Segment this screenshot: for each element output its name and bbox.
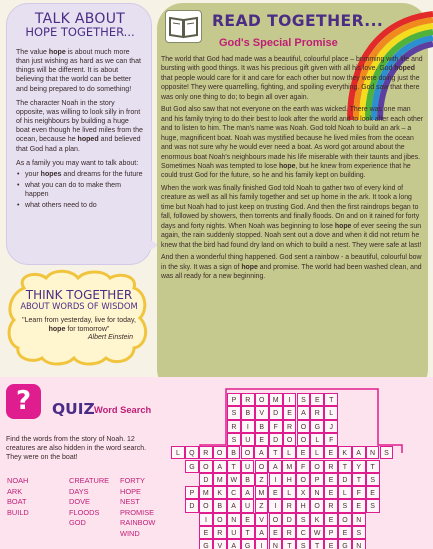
grid-cell[interactable]: I [241,420,255,433]
grid-cell[interactable]: O [296,473,310,486]
grid-cell[interactable]: N [352,513,366,526]
talk-list [16,170,144,210]
grid-cell[interactable]: I [199,513,213,526]
grid-cell[interactable]: X [296,486,310,499]
grid-cell[interactable]: B [255,420,269,433]
grid-cell[interactable]: E [310,393,324,406]
word: GOD [69,518,86,527]
grid-cell[interactable]: R [227,420,241,433]
text: The character Noah in the story opposite, was willing to look silly in front of his neighbours by building a huge boat even though he lived miles from the ocean, because he [16,99,143,144]
grid-cell[interactable]: E [199,526,213,539]
list-item [16,201,144,210]
open-book-icon [165,10,202,43]
grid-cell[interactable]: O [199,499,213,512]
question-mark-icon: ? [6,384,41,419]
list-item [16,181,144,199]
grid-cell[interactable]: E [338,526,352,539]
grid-cell[interactable]: N [352,539,366,549]
grid-cell[interactable]: D [282,513,296,526]
grid-cell[interactable]: E [324,513,338,526]
bold-word: hope [278,162,296,170]
grid-cell[interactable]: M [199,486,213,499]
grid-cell[interactable]: S [296,513,310,526]
grid-cell[interactable]: O [213,446,227,459]
word: ARK [7,486,23,496]
bold-word: hopes [40,170,62,178]
grid-cell[interactable]: U [241,460,255,473]
grid-cell[interactable]: L [310,433,324,446]
grid-cell[interactable]: A [213,460,227,473]
grid-cell[interactable]: I [269,473,283,486]
word-column [120,476,155,539]
grid-cell[interactable]: L [282,446,296,459]
grid-cell[interactable]: I [283,393,297,406]
grid-cell[interactable]: T [324,393,338,406]
grid-cell[interactable]: E [283,406,297,419]
grid-cell[interactable]: R [282,526,296,539]
grid-cell[interactable]: O [241,446,255,459]
grid-cell[interactable]: P [227,393,241,406]
grid-cell[interactable]: C [296,526,310,539]
grid-cell[interactable]: P [185,486,199,499]
grid-cell[interactable]: G [338,539,352,549]
talk-paragraph-1 [16,48,144,94]
grid-cell[interactable]: T [282,539,296,549]
grid-cell[interactable]: R [310,406,324,419]
word-search-grid [166,385,433,549]
text: what you can do to make them happen [25,181,121,199]
bold-word: hope [48,326,66,333]
grid-cell[interactable]: B [241,406,255,419]
text: of ever seeing the sun again, the rain suddenly stopped. Noah sent out a dove and when it did not return he knew that the bird had found dry land on which to build a nest. They were safe at last! [161,222,422,249]
grid-cell[interactable]: E [268,486,282,499]
grid-cell[interactable]: D [269,433,283,446]
quiz-instructions: Find the words from the story of Noah. 12 creatures are also hidden in the word search. They were on the boat! [6,436,147,461]
grid-cell[interactable]: F [296,460,310,473]
grid-cell[interactable]: P [310,473,324,486]
grid-cell[interactable]: E [296,446,310,459]
grid-cell[interactable]: N [269,539,283,549]
story-paragraph [161,184,423,250]
grid-cell[interactable]: Q [185,446,199,459]
word: PROMISE [120,507,155,517]
read-subtitle: God's Special Promise [219,37,338,49]
grid-cell[interactable]: H [296,499,310,512]
think-title: THINK TOGETHER [25,288,133,302]
quote-text: for tomorrow" [65,326,110,333]
grid-cell[interactable]: B [227,446,241,459]
grid-cell[interactable]: I [268,499,282,512]
grid-cell[interactable]: Z [255,473,269,486]
list-item [16,170,144,179]
grid-cell[interactable]: O [199,460,213,473]
text: The world that God had made was a beautiful, colourful place – brimming with life and bursting with good things. It was his precious gift given with all his love. God [161,56,423,73]
text: and dreams for the future [61,170,143,178]
grid-cell[interactable]: S [227,433,241,446]
grid-cell[interactable]: L [171,446,185,459]
grid-cell[interactable]: O [269,513,283,526]
grid-cell[interactable]: N [310,486,324,499]
bold-word: hope [241,263,258,271]
grid-cell[interactable]: S [366,499,380,512]
grid-cell[interactable]: P [324,526,338,539]
grid-cell[interactable]: E [324,539,338,549]
bold-word: hoped [394,65,415,73]
text: what others need to do [25,202,97,210]
grid-cell[interactable]: G [199,539,213,549]
grid-cell[interactable]: K [310,513,324,526]
grid-cell[interactable]: E [324,473,338,486]
talk-about-panel [6,3,152,265]
grid-cell[interactable]: D [338,473,352,486]
grid-cell[interactable]: T [227,460,241,473]
grid-cell[interactable]: E [366,486,380,499]
grid-cell[interactable]: E [324,486,338,499]
grid-cell[interactable]: S [297,393,311,406]
talk-paragraph-3: As a family you may want to talk about: [16,159,139,167]
grid-cell[interactable]: E [324,446,338,459]
grid-cell[interactable]: H [282,473,296,486]
grid-cell[interactable]: K [338,446,352,459]
quote-text: "Learn from yesterday, live for today, [22,317,136,324]
text: your [25,170,41,178]
bold-word: hope [334,222,352,230]
word: DOVE [69,497,90,506]
grid-cell[interactable]: A [227,499,241,512]
grid-cell[interactable]: R [199,446,213,459]
grid-cell[interactable]: E [269,526,283,539]
text: and believed that God had a plan. [16,136,141,153]
grid-cell[interactable]: J [324,420,338,433]
grid-cell[interactable]: R [324,499,338,512]
grid-cell[interactable]: L [310,446,324,459]
grid-cell[interactable]: R [283,420,297,433]
grid-cell[interactable]: S [352,526,366,539]
grid-cell[interactable]: V [213,539,227,549]
text: But God also saw that not everyone on the earth was wicked. There was one man and his family trying to do their best to look after the world and to look after each other and to listen to him. The man's name was Noah. God told Noah to build an ark – a huge, magnificent boat. Noah was mystified because he lived miles from the ocean and was not sure why he would ever need a boat. As word got around about the enormous boat Noah's neighbours made his life miserable with their taunts and jibes. Sometimes Noah was tempted to lose [161,106,423,170]
word: FLOODS [69,507,100,517]
grid-cell[interactable]: S [366,473,380,486]
word: DAYS [69,486,89,496]
grid-cell[interactable]: D [185,499,199,512]
grid-cell[interactable]: A [268,460,282,473]
grid-cell[interactable]: R [213,526,227,539]
grid-cell[interactable]: S [380,446,394,459]
story-body [161,55,423,284]
word-column [7,476,29,518]
text: and promise. The world had been washed clean, and was all ready for a new beginning. [161,263,422,280]
grid-cell[interactable]: N [227,513,241,526]
grid-cell[interactable]: A [227,539,241,549]
word: FORTY [120,476,145,485]
grid-cell[interactable]: W [227,473,241,486]
grid-cell[interactable]: A [254,446,268,459]
grid-cell[interactable]: O [310,499,324,512]
grid-cell[interactable]: G [241,539,255,549]
grid-cell[interactable]: O [310,460,324,473]
grid-cell[interactable]: L [282,486,296,499]
text: And then a wonderful thing happened. God sent a rainbow - a beautiful, colourful bow in the sky. It was a sign of [161,254,422,271]
think-quote [15,316,143,334]
grid-cell[interactable]: S [338,499,352,512]
text: The value [16,49,49,56]
grid-cell[interactable]: G [310,420,324,433]
grid-cell[interactable]: B [241,473,255,486]
word: BOAT [7,497,27,506]
grid-cell[interactable]: S [296,539,310,549]
grid-cell[interactable]: D [269,406,283,419]
read-title: READ TOGETHER... [212,12,384,30]
think-subtitle: ABOUT WORDS OF WISDOM [20,301,138,311]
word: HOPE [120,486,141,496]
grid-cell[interactable]: E [352,499,366,512]
word: CREATURE [69,476,110,485]
bold-word: hope [48,49,66,56]
grid-cell[interactable]: R [282,499,296,512]
think-content [15,289,143,341]
text: that people would care for it and care for each other but now they were doing just the opposite! They were quarrelling, fighting, and spoiling everything. God saw that there was only one thing to do; to begin all over again. [161,74,420,101]
grid-cell[interactable]: O [213,513,227,526]
grid-cell[interactable]: T [352,473,366,486]
grid-cell[interactable]: N [366,446,380,459]
grid-cell[interactable]: E [255,433,269,446]
grid-cell[interactable]: B [213,499,227,512]
grid-cell[interactable]: M [282,460,296,473]
story-paragraph [161,105,423,181]
quote-author: Albert Einstein [87,334,133,341]
grid-cell[interactable]: R [241,393,255,406]
talk-subtitle: HOPE TOGETHER... [25,25,135,39]
grid-cell[interactable]: L [324,406,338,419]
grid-cell[interactable]: E [241,513,255,526]
grid-cell[interactable]: U [241,433,255,446]
word: RAINBOW [120,518,156,527]
grid-cell[interactable]: A [241,486,255,499]
grid-cell[interactable]: M [213,473,227,486]
grid-cell[interactable]: U [227,526,241,539]
grid-cell[interactable]: T [241,526,255,539]
grid-cell[interactable]: K [213,486,227,499]
talk-title: TALK ABOUT [34,11,126,27]
story-paragraph [161,253,423,281]
word: BUILD [7,507,29,517]
book-icon-svg [166,11,201,42]
grid-cell[interactable]: L [338,486,352,499]
grid-cell[interactable]: U [241,499,255,512]
grid-cell[interactable]: A [297,406,311,419]
grid-cell[interactable]: V [255,513,269,526]
grid-cell[interactable]: M [255,486,269,499]
grid-cell[interactable]: O [283,433,297,446]
quiz-title: QUIZ [52,400,95,418]
text: is about much more than just wishing as hard as we can that things will be different. It is about believing that the world can be better and being prepared to do something! [16,49,141,93]
grid-cell[interactable]: S [227,406,241,419]
grid-cell[interactable]: T [366,460,380,473]
grid-cell[interactable]: F [352,486,366,499]
story-paragraph [161,55,423,102]
grid-cell[interactable]: T [268,446,282,459]
grid-cell[interactable]: O [297,420,311,433]
grid-cell[interactable]: O [338,513,352,526]
grid-cell[interactable]: W [310,526,324,539]
word: NEST [120,497,140,506]
bold-word: hoped [77,136,99,144]
text: , but he knew from experience that he could trust God for the future, so he and his family kept on building. [161,162,411,180]
grid-cell[interactable]: O [297,433,311,446]
quiz-subtitle: Word Search [94,405,152,415]
grid-cell[interactable]: T [338,460,352,473]
grid-cell[interactable]: Y [352,460,366,473]
grid-cell[interactable]: C [227,486,241,499]
grid-cell[interactable]: A [352,446,366,459]
talk-paragraph-2 [16,99,144,154]
grid-cell[interactable]: O [255,460,269,473]
grid-cell[interactable]: F [269,420,283,433]
grid-cell[interactable]: T [310,539,324,549]
grid-cell[interactable]: I [255,539,269,549]
grid-cell[interactable]: O [255,393,269,406]
grid-cell[interactable]: F [324,433,338,446]
grid-cell[interactable]: A [255,526,269,539]
grid-cell[interactable]: R [324,460,338,473]
word: WIND [120,528,140,538]
text: When the work was finally finished God told Noah to gather two of every kind of creature as well as all his family together and set up home in the ark. It took a long time but Noah had to just keep on trusting God. And then the first raindrops began to fall, followed by showers, then torrents and finally floods. On and on it rained for forty days and forty nights. When Noah was beginning to lose [161,184,420,230]
word: NOAH [7,476,29,485]
grid-cell[interactable]: D [199,473,213,486]
grid-cell[interactable]: G [185,460,199,473]
think-together-panel [6,268,150,367]
word-column [69,476,109,529]
grid-cell[interactable]: M [269,393,283,406]
grid-cell[interactable]: V [255,406,269,419]
grid-cell[interactable]: Z [255,499,269,512]
